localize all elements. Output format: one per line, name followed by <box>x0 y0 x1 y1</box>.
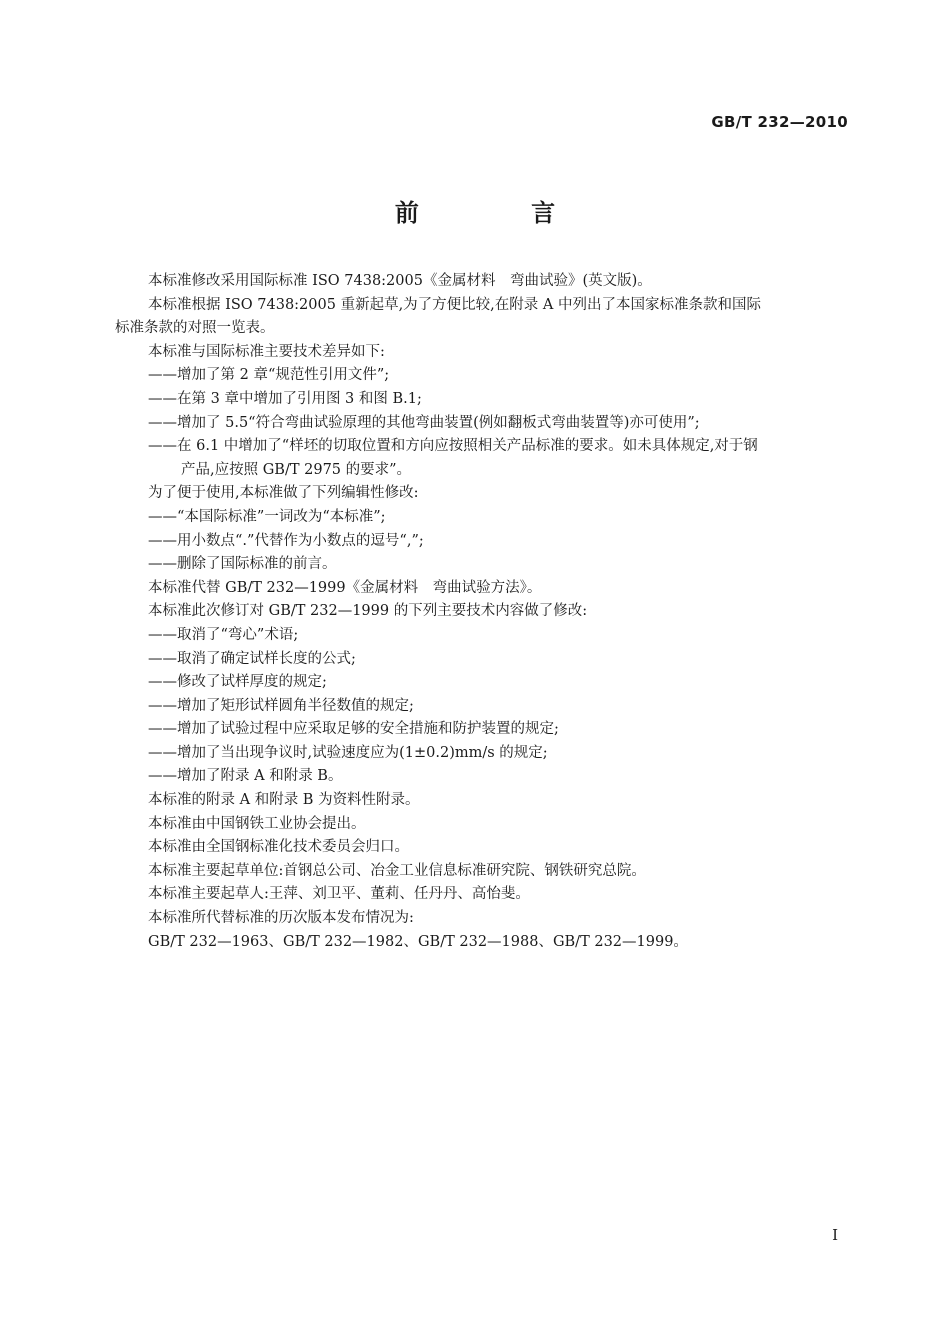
list-item-continuation: 产品,应按照 GB/T 2975 的要求”。 <box>181 461 412 478</box>
list-item: ——增加了当出现争议时,试验速度应为(1±0.2)mm/s 的规定; <box>148 744 548 761</box>
paragraph: 本标准主要起草单位:首钢总公司、冶金工业信息标准研究院、钢铁研究总院。 <box>148 862 646 879</box>
paragraph: 本标准所代替标准的历次版本发布情况为: <box>148 910 414 927</box>
list-item: ——增加了矩形试样圆角半径数值的规定; <box>148 697 414 714</box>
paragraph: 本标准的附录 A 和附录 B 为资料性附录。 <box>148 792 420 809</box>
list-item: ——在 6.1 中增加了“样坯的切取位置和方向应按照相关产品标准的要求。如未具体规定,对于钢 <box>148 438 758 455</box>
list-item: ——删除了国际标准的前言。 <box>148 556 337 573</box>
paragraph-continuation: 标准条款的对照一览表。 <box>115 320 275 337</box>
list-item: ——“本国际标准”一词改为“本标准”; <box>148 508 386 525</box>
list-item: ——用小数点“.”代替作为小数点的逗号“,”; <box>148 532 424 549</box>
list-item: ——修改了试样厚度的规定; <box>148 674 327 691</box>
paragraph: 本标准根据 ISO 7438:2005 重新起草,为了方便比较,在附录 A 中列出了本国家标准条款和国际 <box>148 296 761 313</box>
list-item: ——增加了试验过程中应采取足够的安全措施和防护装置的规定; <box>148 721 559 738</box>
paragraph: 本标准代替 GB/T 232—1999《金属材料 弯曲试验方法》。 <box>148 579 542 596</box>
list-item: ——取消了“弯心”术语; <box>148 626 299 643</box>
paragraph: 本标准此次修订对 GB/T 232—1999 的下列主要技术内容做了修改: <box>148 603 588 620</box>
paragraph: 本标准修改采用国际标准 ISO 7438:2005《金属材料 弯曲试验》(英文版)。 <box>148 273 652 289</box>
list-item: ——取消了确定试样长度的公式; <box>148 650 356 667</box>
paragraph: 为了便于使用,本标准做了下列编辑性修改: <box>148 485 419 502</box>
paragraph: 本标准主要起草人:王萍、刘卫平、董莉、任丹丹、高怡斐。 <box>148 886 530 903</box>
list-item: ——增加了附录 A 和附录 B。 <box>148 768 343 785</box>
paragraph: 本标准与国际标准主要技术差异如下: <box>148 343 385 360</box>
paragraph: GB/T 232—1963、GB/T 232—1982、GB/T 232—1988、GB/T 232—1999。 <box>148 933 688 950</box>
list-item: ——增加了 5.5“符合弯曲试验原理的其他弯曲装置(例如翻板式弯曲装置等)亦可使用”; <box>148 414 700 431</box>
standard-code: GB/T 232—2010 <box>711 113 848 131</box>
list-item: ——增加了第 2 章“规范性引用文件”; <box>148 367 390 384</box>
paragraph: 本标准由中国钢铁工业协会提出。 <box>148 815 366 832</box>
foreword-body <box>115 270 850 954</box>
page-number: I <box>832 1226 838 1244</box>
list-item: ——在第 3 章中增加了引用图 3 和图 B.1; <box>148 390 422 407</box>
paragraph: 本标准由全国钢标准化技术委员会归口。 <box>148 839 409 856</box>
page-title: 前 言 <box>394 199 608 227</box>
